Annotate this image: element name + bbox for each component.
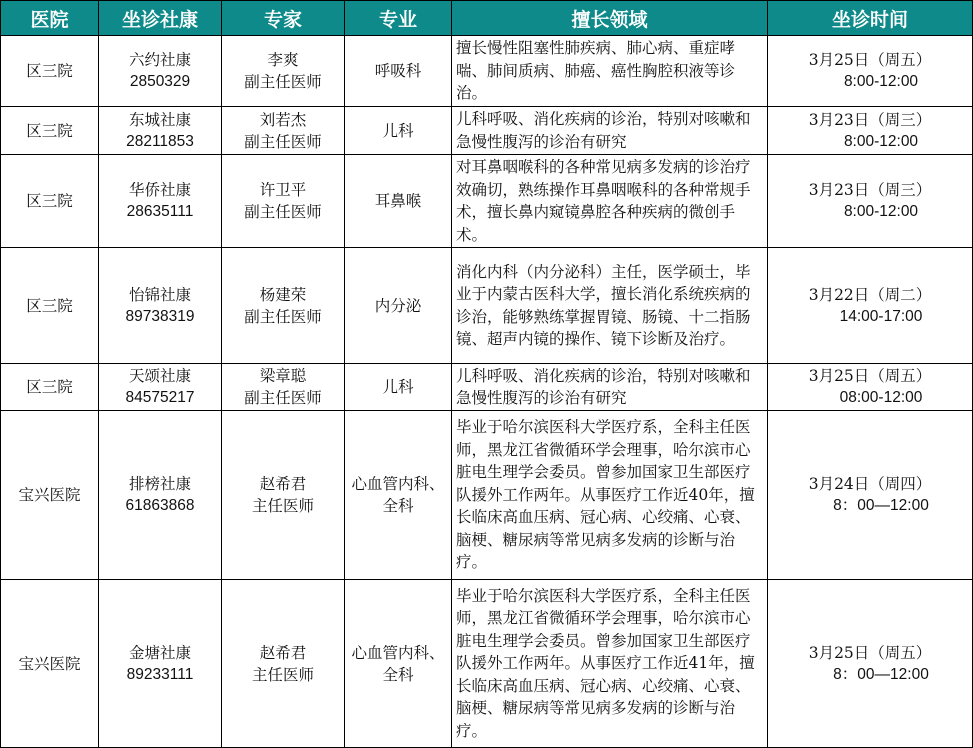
expertise-cell: 对耳鼻咽喉科的各种常见病多发病的诊治疗效确切，熟练操作耳鼻咽喉科的各种常规手术，擅长鼻内窥镜鼻腔各种疾病的微创手术。 (452, 155, 768, 248)
schedule-cell (768, 107, 973, 155)
schedule-time: 14:00-17:00 (839, 307, 923, 325)
community-name: 金塘社康 (128, 643, 191, 662)
community-cell (99, 580, 222, 748)
hospital-cell: 区三院 (1, 248, 99, 364)
schedule-cell (768, 364, 973, 411)
community-name: 天颂社康 (128, 367, 191, 385)
community-phone: 89738319 (125, 307, 195, 325)
expert-title: 副主任医师 (244, 307, 322, 326)
community-cell (99, 411, 222, 580)
schedule-time: 8:00-12:00 (843, 73, 919, 90)
community-name: 排榜社康 (128, 475, 191, 493)
schedule-time: 8:00-12:00 (843, 132, 919, 150)
expertise-cell: 消化内科（内分泌科）主任，医学硕士，毕业于内蒙古医科大学，擅长消化系统疾病的诊治，能够熟练掌握胃镜、肠镜、十二指肠镜、超声内镜的操作、镜下诊断及治疗。 (452, 248, 768, 364)
header-expertise: 擅长领域 (452, 1, 768, 36)
schedule-time: 8：00—12:00 (833, 497, 929, 514)
specialty-cell: 心血管内科、全科 (345, 411, 452, 580)
table-row (1, 107, 973, 155)
hospital-cell: 宝兴医院 (1, 580, 99, 748)
schedule-date: 3月23日（周三） (808, 110, 932, 129)
expert-title: 副主任医师 (244, 73, 322, 91)
schedule-time: 08:00-12:00 (839, 389, 923, 406)
schedule-date: 3月25日（周五） (808, 51, 932, 69)
community-phone: 28635111 (126, 203, 194, 220)
expert-title: 副主任医师 (244, 203, 322, 221)
table-row (1, 36, 973, 107)
expert-cell (222, 411, 345, 580)
table-row (1, 155, 973, 248)
expertise-cell: 儿科呼吸、消化疾病的诊治，特别对咳嗽和急慢性腹泻的诊治有研究 (452, 107, 768, 155)
schedule-date: 3月23日（周三） (808, 181, 932, 199)
schedule-cell (768, 248, 973, 364)
schedule-time: 8:00-12:00 (843, 203, 919, 220)
expertise-cell: 毕业于哈尔滨医科大学医疗系，全科主任医师，黑龙江省微循环学会理事，哈尔滨市心脏电生理学会委员。曾参加国家卫生部医疗队援外工作两年。从事医疗工作近40年，擅长临床高血压病、冠心病、心绞痛、心衰、脑梗、糖尿病等常见病多发病的诊断与治疗。 (452, 411, 768, 580)
community-phone: 2850329 (129, 73, 191, 90)
expert-cell (222, 36, 345, 107)
hospital-cell: 区三院 (1, 155, 99, 248)
schedule-date: 3月25日（周五） (808, 643, 932, 662)
table-row (1, 248, 973, 364)
table-row (1, 364, 973, 411)
expertise-cell: 毕业于哈尔滨医科大学医疗系，全科主任医师，黑龙江省微循环学会理事，哈尔滨市心脏电生理学会委员。曾参加国家卫生部医疗队援外工作两年。从事医疗工作近41年，擅长临床高血压病、冠心病、心绞痛、心衰、脑梗、糖尿病等常见病多发病的诊断与治疗。 (452, 580, 768, 748)
community-cell (99, 107, 222, 155)
community-cell (99, 248, 222, 364)
header-schedule: 坐诊时间 (768, 1, 973, 36)
community-name: 六约社康 (128, 51, 191, 69)
expert-cell (222, 364, 345, 411)
community-phone: 84575217 (125, 389, 195, 406)
expert-cell (222, 580, 345, 748)
header-community: 坐诊社康 (99, 1, 222, 36)
expert-title: 主任医师 (251, 497, 314, 515)
schedule-cell (768, 36, 973, 107)
hospital-cell: 区三院 (1, 107, 99, 155)
schedule-date: 3月24日（周四） (808, 475, 932, 493)
community-cell (99, 364, 222, 411)
community-cell (99, 155, 222, 248)
expert-name: 赵希君 (259, 475, 307, 493)
community-phone: 89233111 (126, 665, 194, 683)
hospital-cell: 区三院 (1, 364, 99, 411)
community-name: 华侨社康 (128, 181, 191, 199)
expert-title: 副主任医师 (244, 132, 322, 151)
expert-cell (222, 155, 345, 248)
community-phone: 28211853 (126, 132, 194, 150)
specialty-cell: 儿科 (345, 364, 452, 411)
table-header-row (1, 1, 973, 36)
expertise-cell: 擅长慢性阻塞性肺疾病、肺心病、重症哮喘、肺间质病、肺癌、癌性胸腔积液等诊治。 (452, 36, 768, 107)
expert-name: 杨建荣 (259, 285, 307, 304)
schedule-cell (768, 411, 973, 580)
hospital-cell: 区三院 (1, 36, 99, 107)
expert-cell (222, 107, 345, 155)
specialty-cell: 内分泌 (345, 248, 452, 364)
schedule-cell (768, 155, 973, 248)
community-name: 怡锦社康 (128, 285, 191, 304)
community-cell (99, 36, 222, 107)
expert-title: 主任医师 (251, 665, 314, 684)
table-row (1, 580, 973, 748)
expert-name: 梁章聪 (259, 367, 307, 385)
expert-cell (222, 248, 345, 364)
specialty-cell: 呼吸科 (345, 36, 452, 107)
schedule-date: 3月22日（周二） (808, 285, 932, 304)
hospital-cell: 宝兴医院 (1, 411, 99, 580)
header-hospital: 医院 (1, 1, 99, 36)
expert-name: 李爽 (267, 51, 299, 69)
header-specialty: 专业 (345, 1, 452, 36)
schedule-date: 3月25日（周五） (808, 367, 932, 385)
schedule-cell (768, 580, 973, 748)
table-row (1, 411, 973, 580)
community-name: 东城社康 (128, 110, 191, 129)
expertise-cell: 儿科呼吸、消化疾病的诊治，特别对咳嗽和急慢性腹泻的诊治有研究 (452, 364, 768, 411)
expert-name: 刘若杰 (259, 110, 307, 129)
expert-name: 赵希君 (259, 643, 307, 662)
specialty-cell: 儿科 (345, 107, 452, 155)
schedule-time: 8：00—12:00 (833, 665, 929, 683)
header-expert: 专家 (222, 1, 345, 36)
community-phone: 61863868 (125, 497, 195, 514)
specialty-cell: 耳鼻喉 (345, 155, 452, 248)
expert-name: 许卫平 (259, 181, 307, 199)
specialty-cell: 心血管内科、全科 (345, 580, 452, 748)
expert-title: 副主任医师 (244, 389, 322, 407)
